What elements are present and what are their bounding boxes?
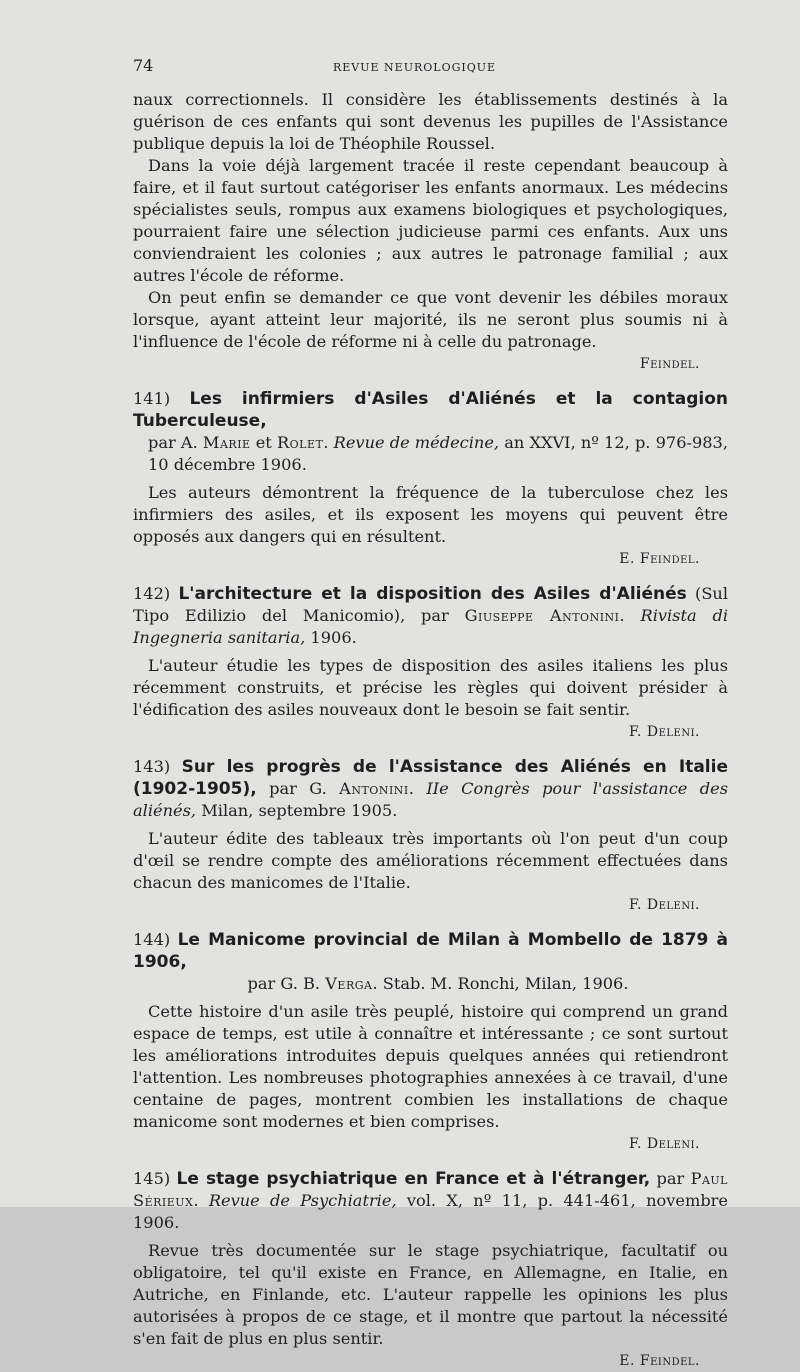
entry-heading (133, 929, 728, 995)
entry-summary: L'auteur étudie les types de disposition des asiles italiens les plus récemment construits, et précise les règles qui doivent présider à l'édification des asiles nouveaux dont le besoin se fait sentir. (133, 656, 728, 719)
intro-paragraph-2: Dans la voie déjà largement tracée il reste cependant beaucoup à faire, et il faut surtout catégoriser les enfants anormaux. Les médecins spécialistes seuls, rompus aux examens biologiques et psychologiques, pourraient faire une sélection judicieuse parmi ces enfants. Aux uns conviendraient les colonies ; aux autres le patronage familial ; aux autres l'école de réforme. (133, 156, 728, 285)
entry-signature: F. Deleni. (628, 1136, 700, 1152)
page-header (133, 56, 728, 75)
authors-and: et (250, 433, 277, 452)
journal-name: Revue de médecine, (333, 433, 500, 452)
entry-signature: F. Deleni. (628, 897, 700, 913)
page-content (133, 56, 728, 1372)
entry-141 (133, 388, 728, 570)
entry-title: Le stage psychiatrique en France et à l'étranger, (176, 1169, 651, 1189)
entry-143 (133, 756, 728, 916)
author-name: Marie (202, 433, 251, 452)
journal-name: Revue de Psychiatrie, (208, 1191, 397, 1210)
entry-heading: 143) Sur les progrès de l'Assistance des Aliénés en Italie (1902-1905), par G. Antonini. IIe Congrès pour l'assistance des aliénés, Milan, septembre 1905. (133, 757, 729, 820)
citation: vol. X, nº 11, p. 441-461, novembre 1906. (133, 1191, 728, 1232)
page-number: 74 (133, 56, 154, 75)
authors-prefix: par A. (148, 433, 203, 452)
entry-number: 145) (133, 1169, 171, 1188)
entry-title: L'architecture et la disposition des Asiles d'Aliénés (178, 584, 687, 604)
citation: 1906. (305, 628, 357, 647)
citation: . Stab. M. Ronchi, Milan, 1906. (372, 974, 629, 993)
entry-subtitle: (Sul Tipo Edilizio del Manicomio), par (133, 584, 729, 625)
author-name: Antonini (339, 779, 409, 798)
intro-paragraph-3: On peut enfin se demander ce que vont devenir les débiles moraux lorsque, ayant atteint leur majorité, ils ne seront plus soumis ni à l'influence de l'école de réforme ni à celle du patronage. (133, 288, 728, 351)
citation: Milan, septembre 1905. (196, 801, 398, 820)
journal-name: Rivista di Ingegneria sanitaria, (133, 606, 729, 647)
authors-prefix: par G. (256, 779, 340, 798)
entry-heading: 145) Le stage psychiatrique en France et à l'étranger, par Paul Sérieux. Revue de Psychiatrie, vol. X, nº 11, p. 441-461, novembre 1906. (133, 1169, 728, 1232)
entry-summary: Revue très documentée sur le stage psychiatrique, facultatif ou obligatoire, tel qu'il existe en France, en Allemagne, en Italie, en Autriche, en Finlande, etc. L'auteur rappelle les opinions les plus autorisées à propos de ce stage, et il montre que partout la nécessité s'en fait de plus en plus sentir. (133, 1241, 728, 1348)
entry-title: Sur les progrès de l'Assistance des Aliénés en Italie (1902-1905), (133, 757, 728, 799)
author-name: Verga (325, 974, 373, 993)
author-name: Paul Sérieux (133, 1169, 728, 1210)
entry-number: 142) (133, 584, 171, 603)
entry-145 (133, 1168, 728, 1372)
entry-number: 141) (133, 389, 171, 408)
entry-heading: 141) Les infirmiers d'Asiles d'Aliénés et la contagion Tuberculeuse, par A. Marie et Rolet. Revue de médecine, an XXVI, nº 12, p. 976-983, 10 décembre 1906. (133, 389, 729, 474)
intro-paragraph-1: naux correctionnels. Il considère les établissements destinés à la guérison de ces enfants qui sont devenus les pupilles de l'Assistance publique depuis la loi de Théophile Roussel. (133, 90, 728, 153)
author-name: Giuseppe Antonini (464, 606, 620, 625)
entry-heading: 142) L'architecture et la disposition des Asiles d'Aliénés (Sul Tipo Edilizio del Manicomio), par Giuseppe Antonini. Rivista di Ingegneria sanitaria, 1906. (133, 584, 729, 647)
entry-summary: Les auteurs démontrent la fréquence de la tuberculose chez les infirmiers des asiles, et ils exposent les moyens qui peuvent être opposés aux dangers qui en résultent. (133, 483, 728, 546)
entry-144 (133, 929, 728, 1155)
journal-name: IIe Congrès pour l'assistance des aliénés, (133, 779, 729, 820)
entry-signature: F. Deleni. (628, 724, 700, 740)
intro-signature: Feindel. (639, 356, 700, 372)
authors-prefix: par (650, 1169, 691, 1188)
running-title: REVUE NEUROLOGIQUE (333, 61, 497, 74)
entry-signature: E. Feindel. (619, 551, 700, 567)
entry-signature: E. Feindel. (619, 1353, 700, 1369)
author-name: Rolet (276, 433, 324, 452)
entry-title: Les infirmiers d'Asiles d'Aliénés et la contagion Tuberculeuse, (133, 389, 728, 431)
entry-number: 144) (133, 930, 171, 949)
entry-summary: Cette histoire d'un asile très peuplé, histoire qui comprend un grand espace de temps, est utile à connaître et intéressante ; ce sont surtout les améliorations introduites depuis quelques années qui retiendront l'attention. Les nombreuses photographies annexées à ce travail, d'une centaine de pages, montrent combien les installations de chaque manicome sont modernes et bien comprises. (133, 1002, 728, 1131)
entry-142 (133, 583, 728, 743)
authors-prefix: par G. B. (247, 974, 326, 993)
entry-number: 143) (133, 757, 171, 776)
entry-title: Le Manicome provincial de Milan à Mombello de 1879 à 1906, (133, 930, 728, 972)
citation: an XXVI, nº 12, p. 976-983, 10 décembre 1906. (148, 433, 729, 474)
entry-summary: L'auteur édite des tableaux très importants où l'on peut d'un coup d'œil se rendre compte des améliorations récemment effectuées dans chacun des manicomes de l'Italie. (133, 829, 728, 892)
